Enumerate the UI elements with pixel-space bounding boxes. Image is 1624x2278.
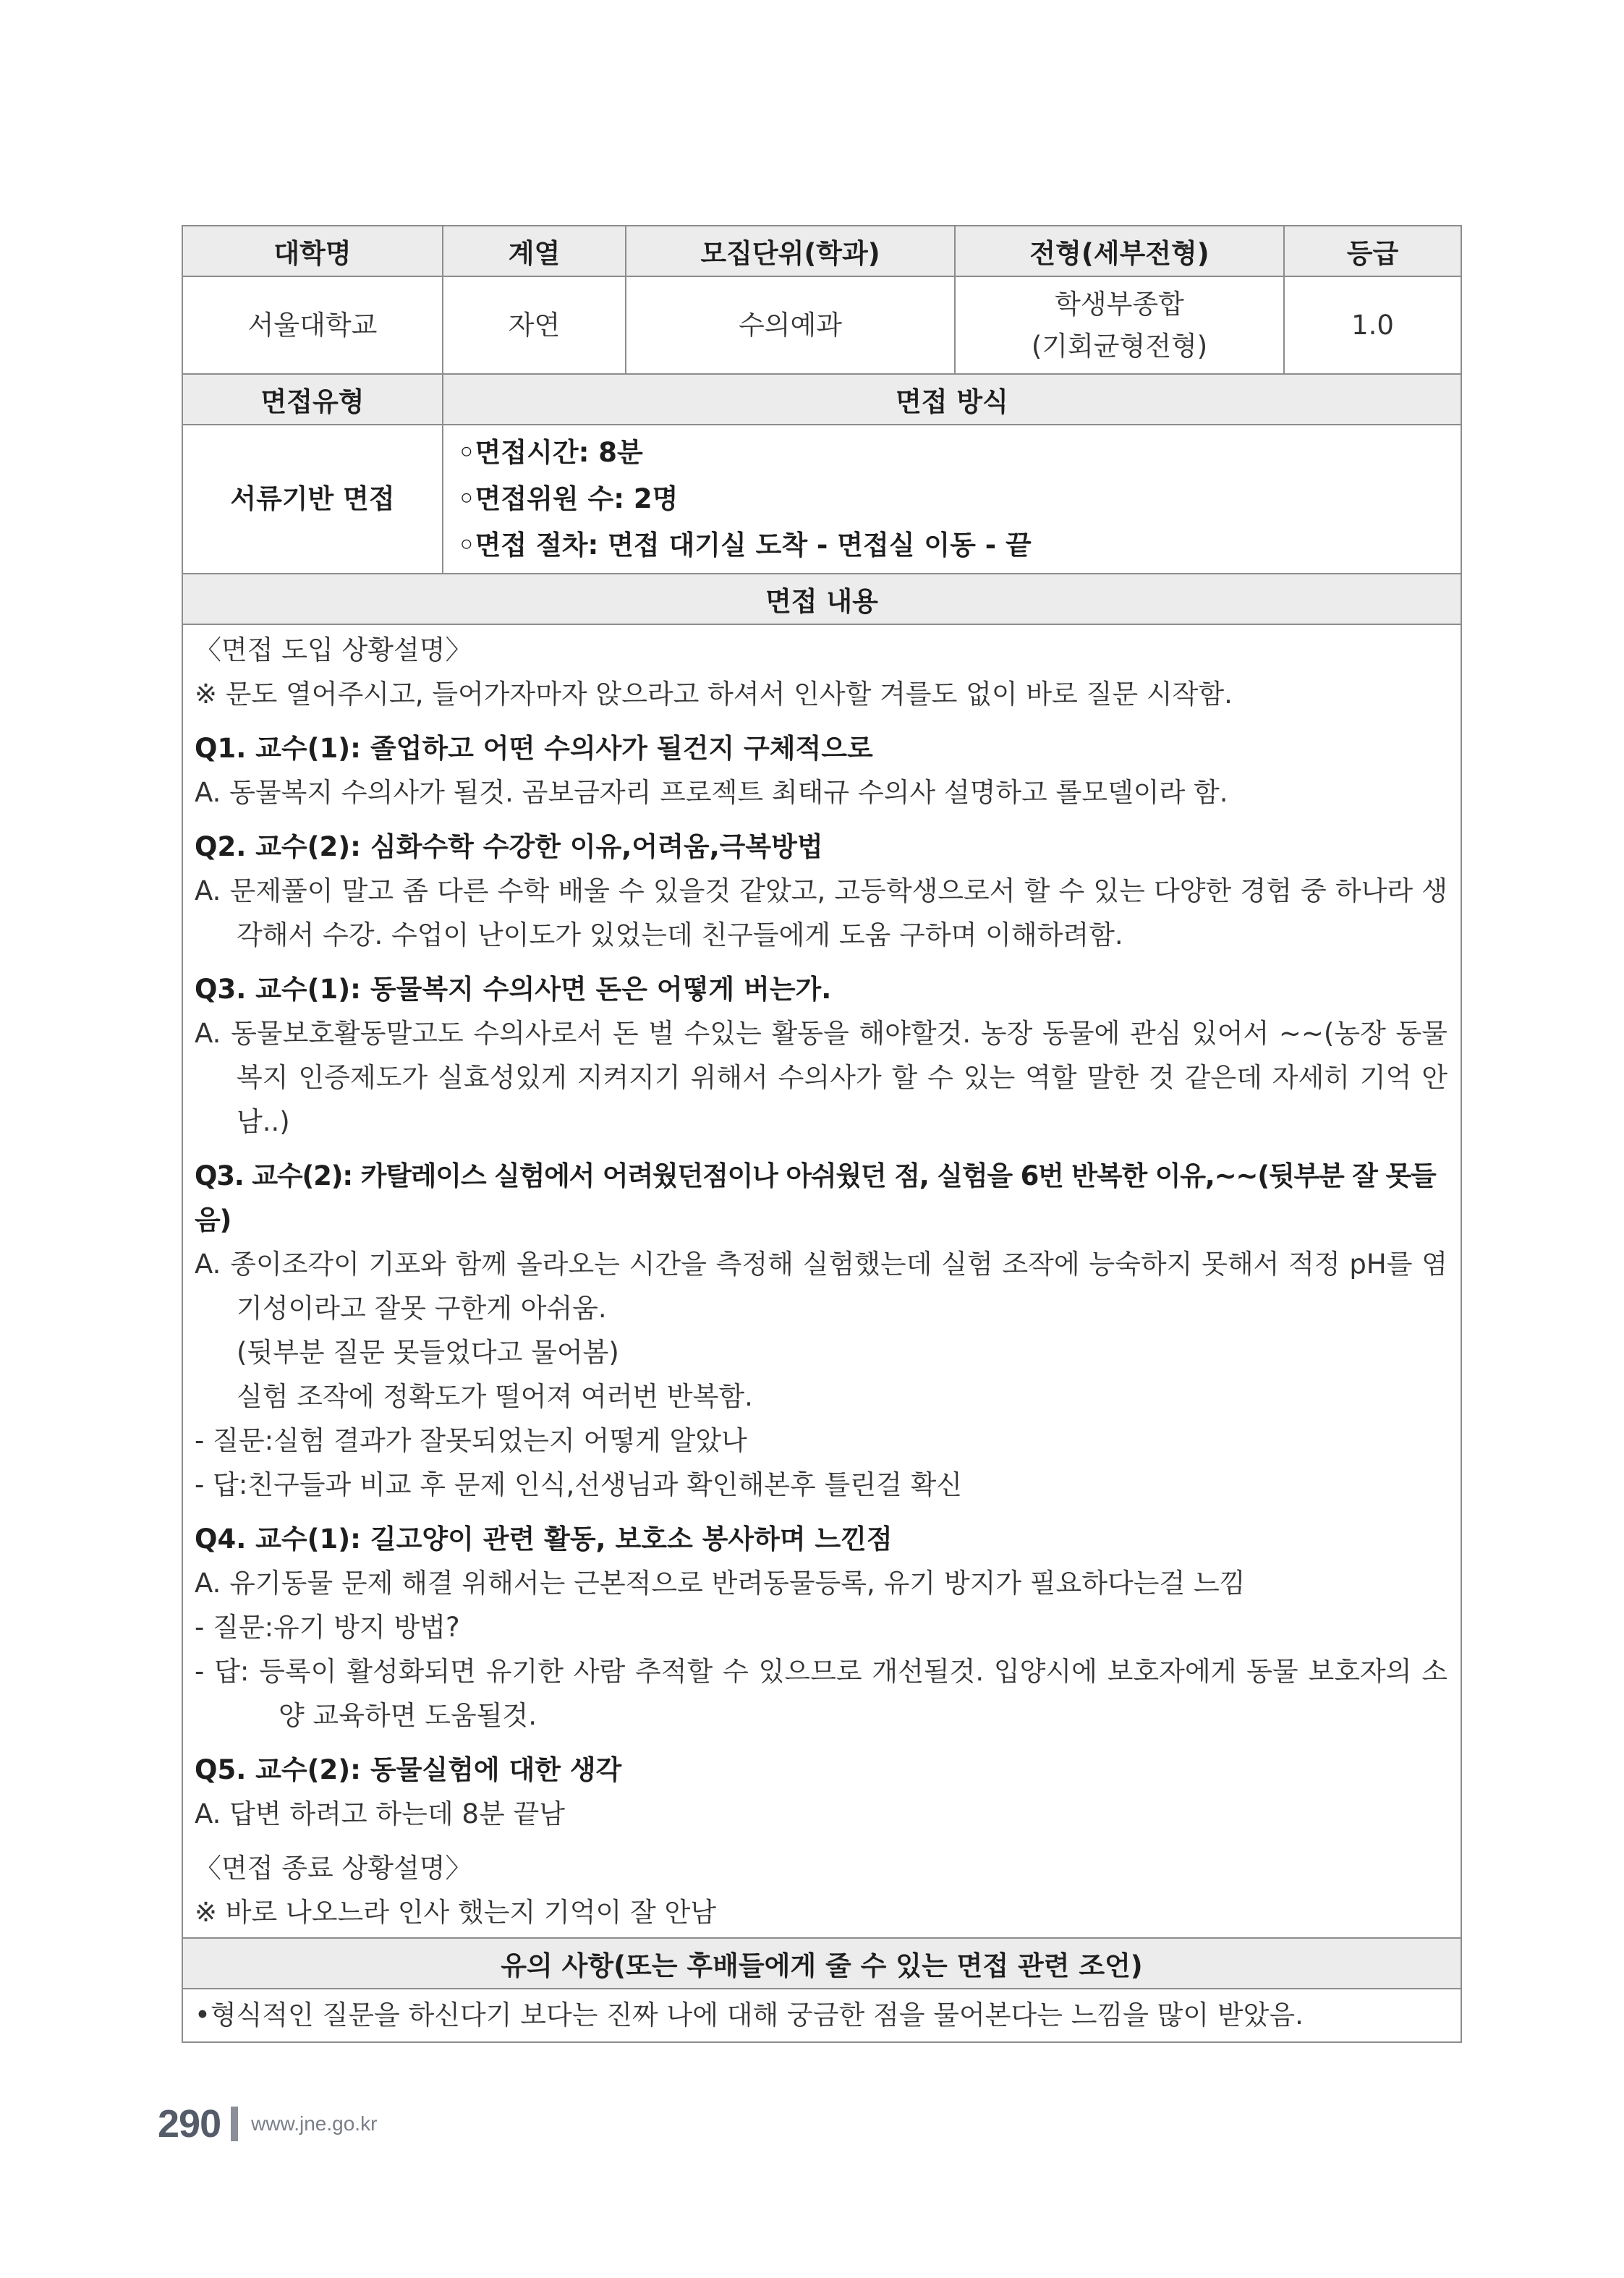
question-5: Q5. 교수(2): 동물실험에 대한 생각 [195, 1754, 622, 1785]
followup-answer-3b: - 답:친구들과 비교 후 문제 인식,선생님과 확인해본후 틀린걸 확신 [195, 1469, 962, 1500]
department-value: 수의예과 [626, 276, 955, 374]
followup-answer-4: - 답: 등록이 활성화되면 유기한 사람 추적할 수 있으므로 개선될것. 입양시에 보호자에게 동물 보호자의 소양 교육하면 도움될것. [195, 1656, 1447, 1731]
content-label: 면접 내용 [182, 574, 1461, 624]
header-department: 모집단위(학과) [626, 226, 955, 276]
intro-title: 〈면접 도입 상황설명〉 [195, 634, 472, 666]
question-1: Q1. 교수(1): 졸업하고 어떤 수의사가 될건지 구체적으로 [195, 733, 873, 764]
advice-label: 유의 사항(또는 후배들에게 줄 수 있는 면접 관련 조언) [182, 1938, 1461, 1989]
admission-value [955, 276, 1284, 374]
interview-type-label: 면접유형 [182, 374, 443, 425]
answer-3b-note: (뒷부분 질문 못들었다고 물어봄) [237, 1337, 619, 1368]
page-number: 290 [158, 2102, 221, 2146]
university-value: 서울대학교 [182, 276, 443, 374]
header-university: 대학명 [182, 226, 443, 276]
page-footer [158, 2102, 377, 2146]
answer-5: A. 답변 하려고 하는데 8분 끝남 [195, 1798, 565, 1829]
end-title: 〈면접 종료 상황설명〉 [195, 1853, 472, 1884]
header-admission: 전형(세부전형) [955, 226, 1284, 276]
answer-3a: A. 동물보호활동말고도 수의사로서 돈 벌 수있는 활동을 해야할것. 농장 동물에 관심 있어서 ~~(농장 동물 복지 인증제도가 실효성있게 지켜지기 위해서 수의사가 할 수 있는 역할 말한 것 같은데 자세히 기억 안남..) [195, 1018, 1447, 1137]
interview-method-label: 면접 방식 [443, 374, 1461, 425]
answer-4: A. 유기동물 문제 해결 위해서는 근본적으로 반려동물등록, 유기 방지가 필요하다는걸 느낌 [195, 1568, 1246, 1599]
admission-line-2: (기회균형전형) [1031, 330, 1208, 362]
advice-text: •형식적인 질문을 하신다기 보다는 진짜 나에 대해 궁금한 점을 물어본다는 느낌을 많이 받았음. [182, 1989, 1461, 2042]
header-grade: 등급 [1284, 226, 1461, 276]
track-value: 자연 [443, 276, 626, 374]
followup-question-4: - 질문:유기 방지 방법? [195, 1612, 460, 1643]
method-item: ◦면접위원 수: 2명 [458, 483, 679, 514]
answer-2: A. 문제풀이 말고 좀 다른 수학 배울 수 있을것 같았고, 고등학생으로서 할 수 있는 다양한 경험 중 하나라 생각해서 수강. 수업이 난이도가 있었는데 친구들에게 도움 구하며 이해하려함. [195, 875, 1447, 951]
interview-content [182, 624, 1461, 1938]
question-2: Q2. 교수(2): 심화수학 수강한 이유,어려움,극복방법 [195, 831, 823, 862]
question-4: Q4. 교수(1): 길고양이 관련 활동, 보호소 봉사하며 느낀점 [195, 1523, 893, 1555]
footer-divider [231, 2107, 238, 2141]
interview-type-value: 서류기반 면접 [182, 425, 443, 574]
admission-line-1: 학생부종합 [1055, 288, 1184, 320]
answer-3b: A. 종이조각이 기포와 함께 올라오는 시간을 측정해 실험했는데 실험 조작에 능숙하지 못해서 적정 pH를 염기성이라고 잘못 구한게 아쉬움. [195, 1249, 1447, 1324]
footer-url: www.jne.go.kr [251, 2112, 378, 2135]
grade-value: 1.0 [1284, 276, 1461, 374]
answer-1: A. 동물복지 수의사가 될것. 곰보금자리 프로젝트 최태규 수의사 설명하고 롤모델이라 함. [195, 777, 1228, 808]
method-item: ◦면접시간: 8분 [458, 437, 643, 468]
interview-record [182, 225, 1461, 2043]
interview-table [182, 225, 1462, 2043]
end-note: ※ 바로 나오느라 인사 했는지 기억이 잘 안남 [195, 1897, 716, 1928]
question-3a: Q3. 교수(1): 동물복지 수의사면 돈은 어떻게 버는가. [195, 974, 832, 1005]
header-track: 계열 [443, 226, 626, 276]
answer-3b-detail: 실험 조작에 정확도가 떨어져 여러번 반복함. [237, 1381, 753, 1412]
method-item: ◦면접 절차: 면접 대기실 도착 - 면접실 이동 - 끝 [458, 530, 1032, 561]
interview-method-list [443, 425, 1461, 574]
intro-note: ※ 문도 열어주시고, 들어가자마자 앉으라고 하셔서 인사할 겨를도 없이 바로 질문 시작함. [195, 679, 1233, 710]
followup-question-3b: - 질문:실험 결과가 잘못되었는지 어떻게 알았나 [195, 1425, 747, 1456]
question-3b: Q3. 교수(2): 카탈레이스 실험에서 어려웠던점이나 아쉬웠던 점, 실험을 6번 반복한 이유,~~(뒷부분 잘 못들음) [195, 1160, 1436, 1236]
